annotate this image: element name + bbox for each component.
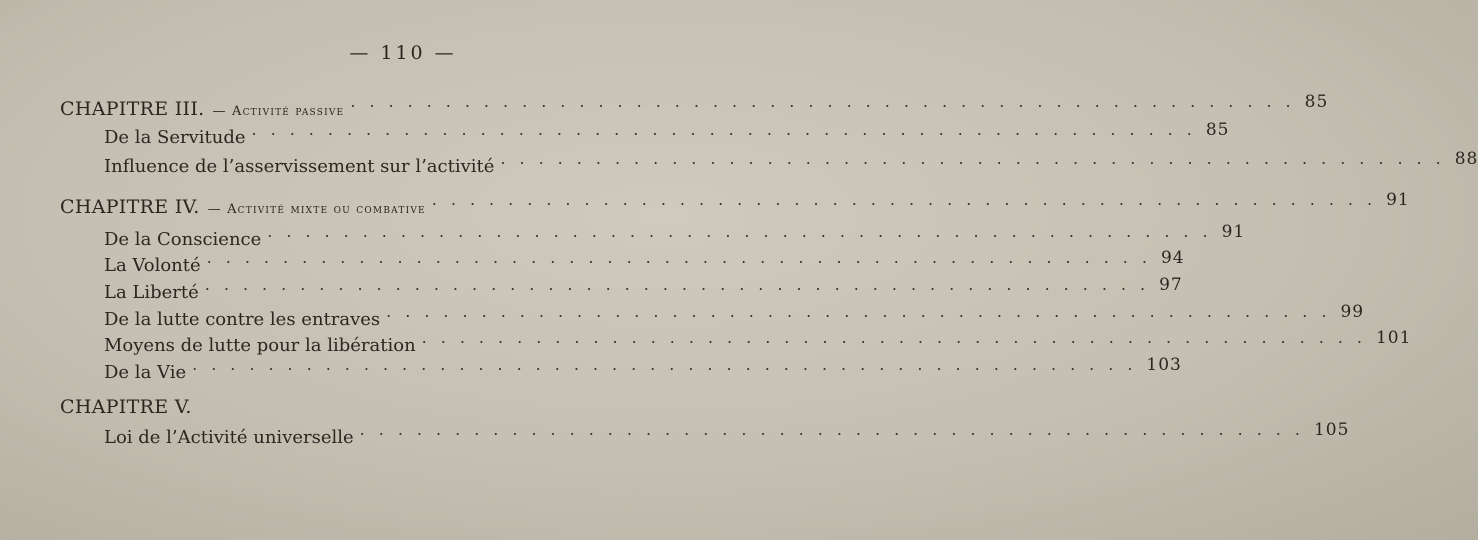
toc-chapter-iii (0, 92, 1329, 120)
dot-leader: .................................................. (206, 248, 1161, 267)
toc-entry (0, 420, 1350, 448)
entry-label: La Liberté (104, 282, 199, 303)
page-number: 94 (1160, 248, 1185, 268)
page-number: 103 (1146, 355, 1182, 375)
chapter-title: CHAPITRE III. (60, 98, 205, 120)
entry-label: Influence de l’asservissement sur l’activité (104, 156, 495, 177)
entry-label: La Volonté (104, 255, 201, 276)
dot-leader: .................................................. (192, 355, 1147, 374)
dot-leader: .................................................. (431, 190, 1387, 209)
page-number: 88 (1454, 149, 1478, 169)
page-number: 105 (1313, 420, 1350, 440)
entry-label: Loi de l’Activité universelle (104, 427, 354, 448)
dot-leader: .................................................. (204, 275, 1160, 294)
chapter-title: CHAPITRE V. (60, 396, 192, 418)
page-number: 101 (1375, 328, 1412, 348)
dot-leader: .................................................. (386, 302, 1341, 321)
toc-entry (0, 355, 1182, 383)
dot-leader: .................................................. (359, 420, 1314, 439)
toc-entry (0, 275, 1183, 303)
toc-entry (0, 248, 1185, 276)
chapter-title: CHAPITRE IV. (60, 196, 200, 218)
dot-leader: .................................................. (350, 92, 1305, 111)
dot-leader: .................................................. (500, 149, 1455, 168)
chapter-subtitle: — Activité passive (212, 104, 345, 119)
page-number: 85 (1205, 120, 1230, 140)
entry-label: Moyens de lutte pour la libération (104, 335, 416, 356)
toc-entry (0, 149, 1478, 177)
page-number: 97 (1159, 275, 1183, 295)
chapter-subtitle: — Activité mixte ou combative (207, 202, 426, 217)
page-folio: — 110 — (349, 42, 457, 64)
toc-entry (0, 328, 1412, 356)
toc-entry (0, 302, 1365, 330)
toc-chapter-iv (0, 190, 1410, 218)
page-number: 91 (1221, 222, 1246, 242)
toc-entry (0, 222, 1246, 250)
dot-leader: .................................................. (251, 120, 1206, 139)
page-number: 91 (1386, 190, 1410, 210)
toc-chapter-v (0, 390, 790, 418)
toc-entry (0, 120, 1230, 148)
entry-label: De la Vie (104, 362, 187, 383)
page-number: 99 (1340, 302, 1365, 322)
page-number: 85 (1304, 92, 1329, 112)
entry-label: De la Conscience (104, 229, 262, 250)
dot-leader: .................................................. (267, 222, 1222, 241)
dot-leader: .................................................. (421, 328, 1376, 347)
entry-label: De la lutte contre les entraves (104, 309, 381, 330)
entry-label: De la Servitude (104, 127, 246, 148)
